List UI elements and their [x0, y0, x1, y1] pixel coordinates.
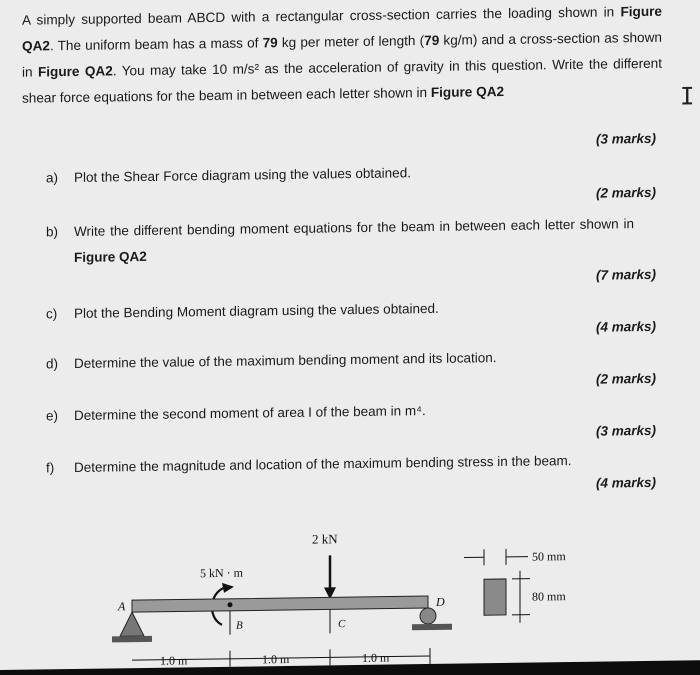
span-label-bc: 1.0 m — [262, 652, 290, 666]
span-label-cd: 1.0 m — [362, 651, 390, 665]
marks-label: (3 marks) — [596, 423, 656, 439]
problem-intro — [22, 0, 662, 112]
beam — [132, 596, 428, 612]
height-label: 80 mm — [532, 589, 566, 603]
intro-text: . The uniform beam has a mass of — [50, 35, 263, 53]
point-label-b: B — [236, 620, 243, 632]
figure-qa2 — [0, 510, 700, 670]
roller-support-icon — [420, 608, 436, 624]
intro-text: kg per meter of length ( — [278, 33, 424, 50]
moment-arrowhead-icon — [222, 583, 234, 593]
question-label: c) — [46, 301, 74, 327]
question-label: e) — [46, 403, 74, 429]
ground-hatch — [112, 636, 152, 643]
question-text — [74, 211, 634, 271]
question-label: f) — [46, 455, 74, 481]
figure-ref: Figure QA2 — [74, 249, 147, 265]
width-label: 50 mm — [532, 549, 566, 563]
marks-label: (4 marks) — [596, 475, 656, 491]
mass-value: 79 — [424, 33, 439, 48]
marks-label: (7 marks) — [596, 267, 656, 283]
question-b — [46, 211, 634, 271]
question-a — [46, 157, 634, 191]
question-label: d) — [46, 351, 74, 377]
question-text: Determine the value of the maximum bending moment and its location. — [74, 343, 634, 377]
question-text: Plot the Shear Force diagram using the values obtained. — [74, 157, 634, 191]
question-label: b) — [46, 219, 74, 245]
marks-label: (3 marks) — [596, 131, 656, 147]
question-label: a) — [46, 165, 74, 191]
figure-ref: Figure QA2 — [22, 4, 662, 54]
ground-hatch — [412, 624, 452, 631]
cross-section-rect — [484, 579, 506, 615]
intro-text: A simply supported beam ABCD with a rectangular cross-section carries the loading shown in — [22, 4, 620, 27]
question-c — [46, 293, 634, 327]
question-text: Determine the second moment of area I of the beam in m⁴. — [74, 395, 634, 429]
text-cursor-icon: I — [680, 82, 694, 110]
marks-label: (2 marks) — [596, 371, 656, 387]
question-e — [46, 395, 634, 429]
intro-text: . You may take 10 m/s² as the acceleration of gravity in this question. Write the different shear force equations for the beam in between each letter shown in — [22, 56, 662, 106]
span-label-ab: 1.0 m — [160, 653, 188, 667]
pin-support-icon — [120, 612, 144, 636]
point-label-d: D — [435, 595, 445, 609]
question-f — [46, 447, 634, 481]
figure-ref: Figure QA2 — [431, 84, 504, 100]
moment-label: 5 kN · m — [200, 566, 244, 581]
question-text: Plot the Bending Moment diagram using the values obtained. — [74, 293, 634, 327]
question-text-main: Write the different bending moment equations for the beam in between each letter shown in — [74, 216, 634, 239]
marks-label: (4 marks) — [596, 319, 656, 335]
figure-ref: Figure QA2 — [38, 63, 113, 79]
point-label-c: C — [338, 618, 346, 630]
mass-value: 79 — [263, 35, 278, 50]
intro-text: kg/m) and a cross-section as shown in — [22, 30, 662, 80]
question-d — [46, 343, 634, 377]
question-text: Determine the magnitude and location of the maximum bending stress in the beam. — [74, 447, 634, 481]
marks-label: (2 marks) — [596, 185, 656, 201]
load-label: 2 kN — [312, 531, 338, 546]
point-label-a: A — [117, 599, 126, 613]
